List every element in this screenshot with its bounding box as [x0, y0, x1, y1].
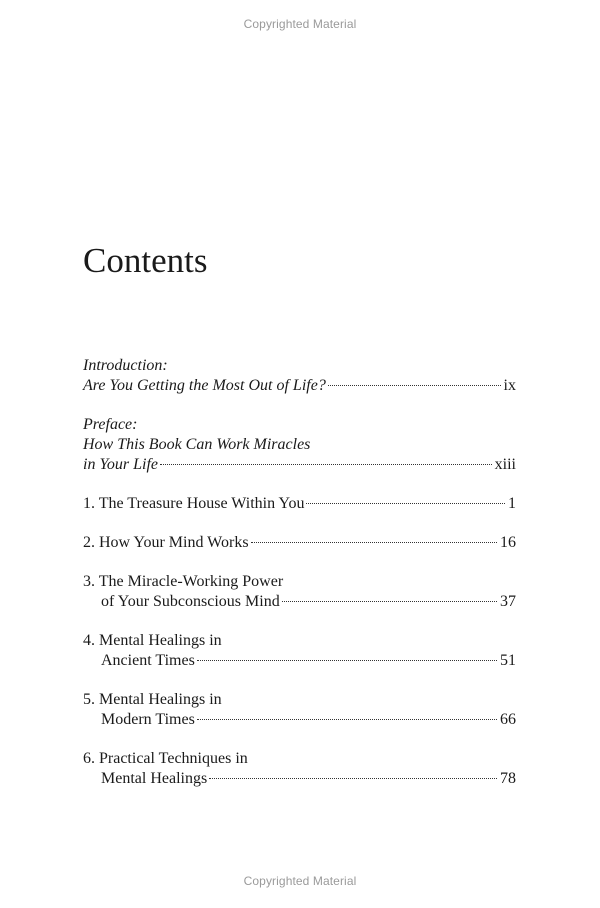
toc-entry-title: 3. The Miracle-Working Power: [83, 573, 284, 590]
toc-page-number: 1: [508, 495, 516, 512]
dot-leader: [328, 385, 501, 386]
dot-leader: [197, 719, 497, 720]
dot-leader: [251, 542, 497, 543]
toc-entry-title: How This Book Can Work Miracles: [83, 436, 311, 453]
toc-page-number: 66: [500, 711, 516, 728]
toc-page-number: xiii: [494, 456, 516, 473]
toc-page-number: 78: [500, 770, 516, 787]
toc-entry-title-cont: Modern Times: [101, 711, 195, 728]
copyright-watermark-bottom: Copyrighted Material: [243, 874, 357, 888]
toc-entry-line: [83, 494, 516, 514]
toc-entry-chapter-5[interactable]: [83, 690, 516, 730]
toc-entry-chapter-6[interactable]: [83, 749, 516, 789]
toc-entry-title: 6. Practical Techniques in: [83, 750, 248, 767]
dot-leader: [282, 601, 497, 602]
dot-leader: [160, 464, 492, 465]
toc-entry-line: [83, 592, 516, 612]
toc-page-number: 16: [500, 534, 516, 551]
toc-entry-title: 5. Mental Healings in: [83, 691, 222, 708]
toc-entry-title-cont: Mental Healings: [101, 770, 208, 787]
toc-entry-title: Are You Getting the Most Out of Life?: [83, 377, 326, 394]
dot-leader: [209, 778, 497, 779]
toc-entry-introduction[interactable]: [83, 356, 516, 396]
toc-entry-preface[interactable]: [83, 415, 516, 475]
toc-entry-line: [83, 710, 516, 730]
toc-entry-line: [83, 651, 516, 671]
toc-entry-line: [83, 455, 516, 475]
toc-entry-line: [83, 533, 516, 553]
toc-entry-chapter-2[interactable]: [83, 533, 516, 553]
toc-page-number: 37: [500, 593, 516, 610]
toc-entry-title-cont: of Your Subconscious Mind: [101, 593, 280, 610]
toc-entry-title: 4. Mental Healings in: [83, 632, 222, 649]
toc-entry-title-cont: Ancient Times: [101, 652, 195, 669]
toc-entry-line: [83, 769, 516, 789]
toc-entry-title: 1. The Treasure House Within You: [83, 495, 305, 512]
toc-entry-chapter-3[interactable]: [83, 572, 516, 612]
toc-page-number: 51: [500, 652, 516, 669]
copyright-watermark-top: Copyrighted Material: [243, 17, 357, 31]
page-title: Contents: [83, 241, 208, 280]
toc-entry-heading: Preface:: [83, 416, 138, 433]
toc-entry-line: [83, 376, 516, 396]
toc-page-number: ix: [503, 377, 516, 394]
toc-entry-chapter-1[interactable]: [83, 494, 516, 514]
toc-entry-heading: Introduction:: [83, 357, 168, 374]
toc-entry-title: 2. How Your Mind Works: [83, 534, 249, 551]
toc-entry-title-cont: in Your Life: [83, 456, 158, 473]
table-of-contents: [83, 356, 516, 789]
dot-leader: [197, 660, 497, 661]
toc-entry-chapter-4[interactable]: [83, 631, 516, 671]
dot-leader: [306, 503, 505, 504]
